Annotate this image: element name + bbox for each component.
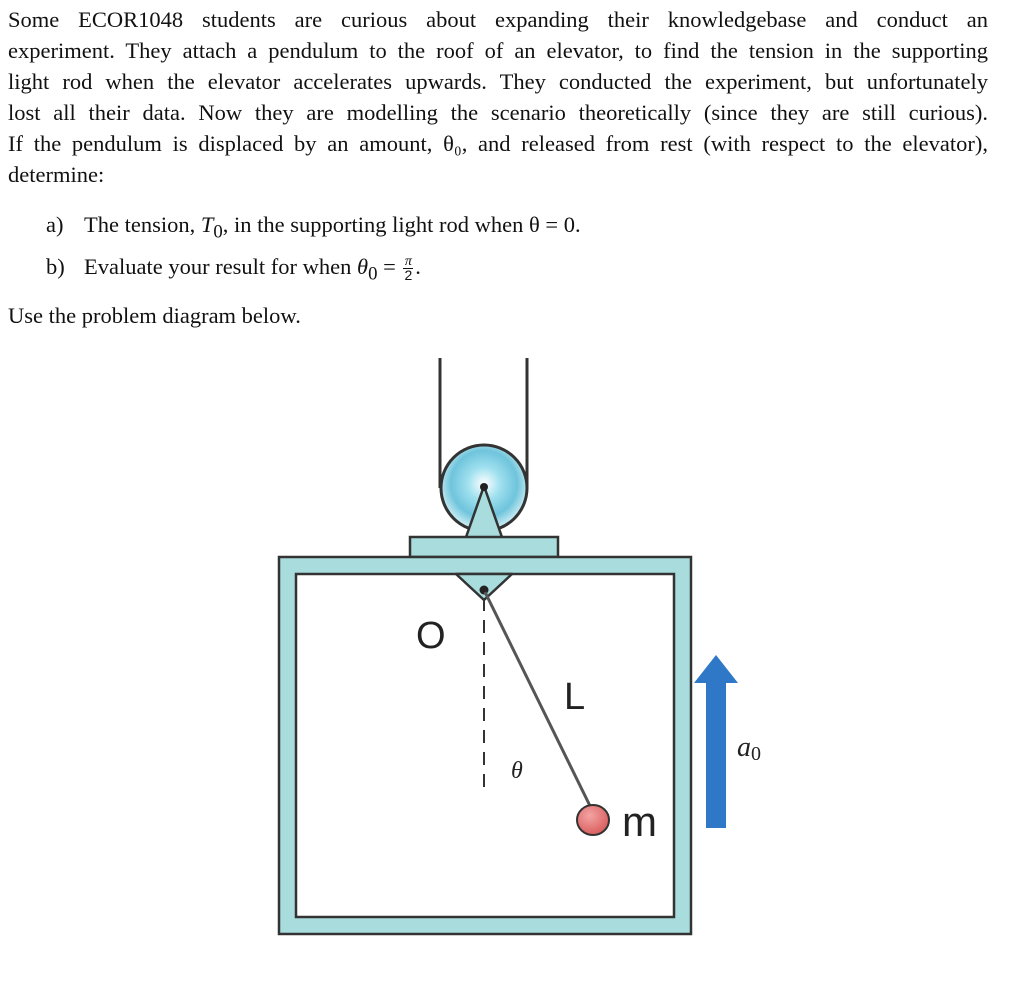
- problem-line-3: light rod when the elevator accelerates upwards. They conducted the experiment, but unfortunately: [8, 69, 988, 94]
- problem-line-6: determine:: [8, 162, 105, 187]
- question-a-text-after: , in the supporting light rod when: [222, 212, 529, 237]
- length-label: L: [564, 676, 586, 718]
- question-a-sub: 0: [213, 221, 223, 243]
- question-a-label: a): [46, 212, 64, 237]
- pendulum-bob-icon: [577, 805, 609, 835]
- acceleration-arrow-icon: [694, 655, 738, 828]
- question-b-text-before: Evaluate your result for when: [84, 253, 358, 279]
- question-b-sub: 0: [368, 263, 378, 284]
- problem-line-1: Some ECOR1048 students are curious about expanding their knowledgebase and conduct an: [8, 7, 988, 32]
- question-a-condition: θ = 0.: [528, 212, 581, 237]
- pivot-label: O: [416, 615, 446, 657]
- question-a-text-before: The tension,: [84, 212, 201, 237]
- question-a-var: T: [200, 212, 214, 237]
- problem-line-2: experiment. They attach a pendulum to the roof of an elevator, to find the tension in the supporting: [8, 38, 988, 63]
- problem-line-5: If the pendulum is displaced by an amount, θ₀, and released from rest (with respect to the elevator),: [8, 131, 988, 156]
- elevator-top-cap: [410, 537, 558, 557]
- acceleration-label: [737, 732, 761, 765]
- mass-label: m: [622, 798, 657, 845]
- acceleration-label-symbol: a: [737, 732, 751, 763]
- fraction-numerator: π: [404, 253, 412, 269]
- acceleration-label-sub: 0: [751, 743, 761, 765]
- pulley-axle-icon: [480, 483, 488, 491]
- question-b-equals: =: [377, 253, 402, 279]
- fraction-denominator: 2: [404, 266, 413, 283]
- elevator-frame: [279, 557, 691, 934]
- angle-label: θ: [511, 758, 523, 784]
- instruction-text: Use the problem diagram below.: [8, 303, 301, 328]
- question-b-var: θ: [357, 253, 369, 279]
- question-b-tail: .: [415, 253, 421, 279]
- question-b-label: b): [46, 253, 65, 279]
- problem-line-4: lost all their data. Now they are modelling the scenario theoretically (since they are still curious).: [8, 100, 988, 125]
